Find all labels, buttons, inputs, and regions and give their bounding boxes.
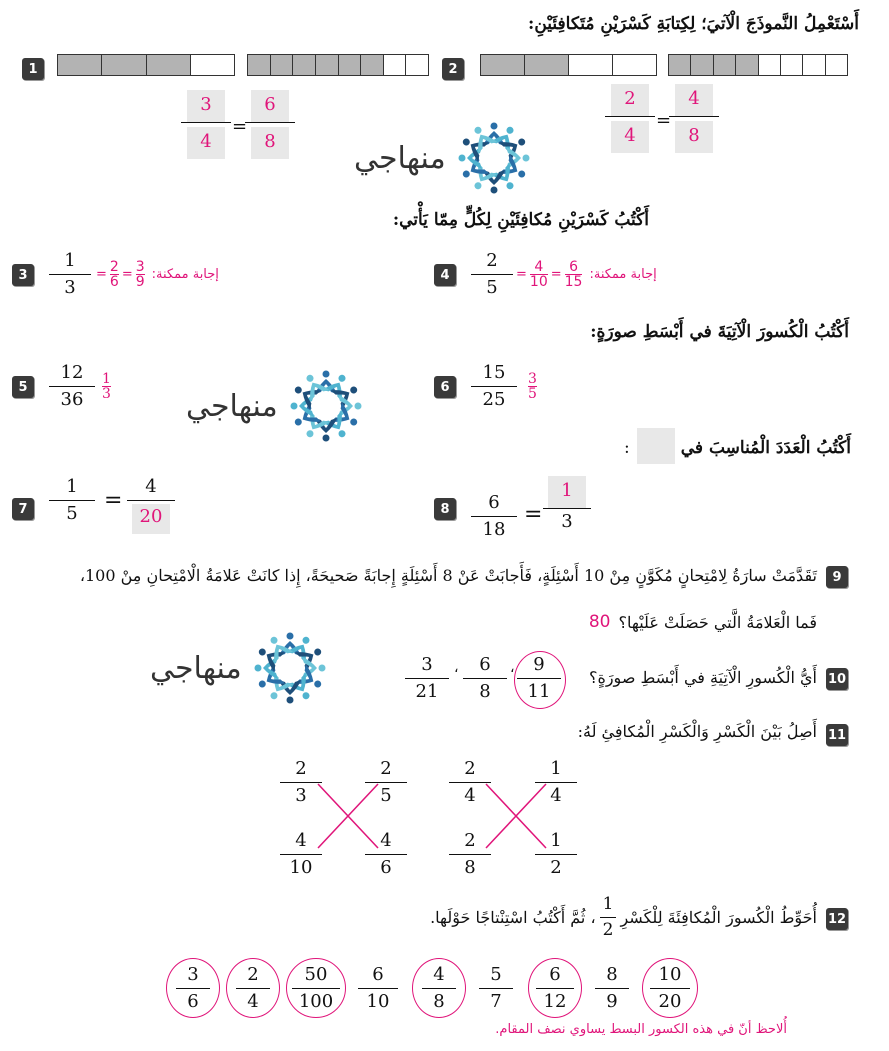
q11-frac-num: 2 xyxy=(295,758,307,779)
heading-colon: : xyxy=(624,438,630,458)
q11-frac-den: 10 xyxy=(280,854,322,877)
q3-numerator: 1 xyxy=(64,250,76,271)
q11-right-bottom-right xyxy=(538,832,574,877)
question-number-4: 4 xyxy=(434,264,456,286)
q12-text-a: أُحَوِّطُ الْكُسورَ الْمُكافِئَةَ لِلْكَسْرِ xyxy=(620,908,817,927)
q4-ans2-den: 15 xyxy=(564,274,583,290)
q9-text-line1: تَقَدَّمَتْ سارَةُ لِامْتِحانٍ مُكَوَّنٍ مِنْ 10 أَسْئِلَةٍ، فَأَجابَتْ عَنْ 8 أَسْئِلَةٍ إِجابَةً صَحيحَةً، إِذا كانَتْ عَلامَةُ الْامْتِحانِ مِنْ 100، xyxy=(79,566,817,585)
q4-denominator: 5 xyxy=(471,274,513,297)
q12-option xyxy=(354,963,402,1012)
q4-ans2-num: 6 xyxy=(569,259,579,275)
q12-text-b: ، ثُمَّ أَكْتُبُ اسْتِنْتاجًا حَوْلَها. xyxy=(430,908,596,927)
q10-opt3-num: 3 xyxy=(421,654,433,675)
q11-frac-num: 1 xyxy=(550,758,562,779)
q7-b-numerator: 4 xyxy=(145,476,157,497)
q3-denominator: 3 xyxy=(49,274,91,297)
q11-right-bottom-left xyxy=(452,832,488,877)
q1-b-numerator: 6 xyxy=(251,90,289,122)
q10-opt1-den: 11 xyxy=(517,678,561,701)
question-number-10: 10 xyxy=(826,668,848,690)
q12-half xyxy=(600,896,617,939)
question-number-7: 7 xyxy=(12,498,34,520)
q12-half-num: 1 xyxy=(602,894,614,914)
q2-b-numerator: 4 xyxy=(675,84,713,116)
q4-numerator: 2 xyxy=(486,250,498,271)
question-number-9: 9 xyxy=(826,566,848,588)
q11-right-top-left xyxy=(452,760,488,805)
q3-ans2-den: 9 xyxy=(135,274,145,290)
q11-frac-den: 6 xyxy=(365,854,407,877)
question-number-8: 8 xyxy=(434,498,456,520)
q10-opt2-den: 8 xyxy=(463,678,507,701)
q11-frac-den: 4 xyxy=(535,782,577,805)
q12-option xyxy=(476,963,516,1012)
q5-numerator: 12 xyxy=(60,362,84,383)
q12-num: 2 xyxy=(247,963,259,985)
logo-text: منهاجي xyxy=(186,388,278,424)
q6-denominator: 25 xyxy=(471,386,517,409)
q12-option-circled xyxy=(528,958,582,1018)
q7-equals: = xyxy=(104,488,123,513)
q1-a-denominator: 4 xyxy=(187,127,225,159)
q12-num: 5 xyxy=(490,963,502,985)
q4-possible-answer-label: إجابة ممكنة: xyxy=(589,267,657,282)
q7-b-denominator: 20 xyxy=(132,504,170,534)
q12-option-circled xyxy=(226,958,280,1018)
q3-eq1: = xyxy=(96,267,107,282)
q12-option-circled xyxy=(166,958,220,1018)
q8-a-denominator: 18 xyxy=(471,516,517,539)
q9-text-line2: فَما الْعَلامَةُ الَّتي حَصَلَتْ عَلَيْها؟ xyxy=(618,612,817,632)
q12-den: 100 xyxy=(292,988,340,1011)
q6-ans-den: 5 xyxy=(528,386,537,402)
q9-answer: 80 xyxy=(588,612,611,632)
q12-den: 4 xyxy=(236,988,270,1011)
q12-half-den: 2 xyxy=(600,917,617,939)
q12-num: 50 xyxy=(304,963,328,985)
q4-eq1: = xyxy=(516,267,527,282)
q10-opt2-num: 6 xyxy=(479,654,491,675)
q3-possible-answer-label: إجابة ممكنة: xyxy=(151,267,219,282)
q1-a-numerator: 3 xyxy=(187,90,225,122)
q11-left-top-left xyxy=(283,760,319,805)
question-number-3: 3 xyxy=(12,264,34,286)
question-number-6: 6 xyxy=(434,376,456,398)
logo-text: منهاجي xyxy=(354,140,446,176)
q6-numerator: 15 xyxy=(482,362,506,383)
q12-fraction-row xyxy=(166,958,698,1018)
q8-b-numerator: 1 xyxy=(548,476,586,508)
question-number-5: 5 xyxy=(12,376,34,398)
q2-a-numerator: 2 xyxy=(611,84,649,116)
question-number-12: 12 xyxy=(826,908,848,930)
q12-den: 7 xyxy=(479,988,513,1011)
q12-option-circled xyxy=(642,958,698,1018)
q11-frac-den: 3 xyxy=(280,782,322,805)
q11-frac-den: 8 xyxy=(449,854,491,877)
q12-num: 6 xyxy=(549,963,561,985)
q12-note: أُلاحظ أنّ في هذه الكسور البسط يساوي نصف المقام. xyxy=(495,1022,787,1037)
q2-equals: = xyxy=(656,110,672,131)
section-heading-missing: أَكْتُبُ الْعَدَدَ الْمُناسِبَ في xyxy=(680,438,851,458)
q11-frac-num: 4 xyxy=(380,830,392,851)
q12-option-circled xyxy=(286,958,346,1018)
q11-frac-num: 2 xyxy=(464,830,476,851)
q10-separator: ، xyxy=(510,660,515,676)
q5-denominator: 36 xyxy=(49,386,95,409)
q11-frac-den: 2 xyxy=(535,854,577,877)
q3-ans1-num: 2 xyxy=(109,259,119,275)
q1-b-denominator: 8 xyxy=(251,127,289,159)
section-heading-equivalent: أَكْتُبُ كَسْرَيْنِ مُكافِئَيْنِ لِكُلٍّ مِمّا يَأْتي: xyxy=(392,210,649,230)
q11-left-bottom-left xyxy=(283,832,319,877)
q11-frac-den: 5 xyxy=(365,782,407,805)
q12-num: 10 xyxy=(658,963,682,985)
q12-num: 8 xyxy=(606,963,618,985)
q10-separator: ، xyxy=(454,660,459,676)
q4-ans1-num: 4 xyxy=(534,259,544,275)
q6-ans-num: 3 xyxy=(528,371,537,387)
q4-ans1-den: 10 xyxy=(529,274,548,290)
q3-eq2: = xyxy=(121,267,133,282)
q10-opt1-num: 9 xyxy=(533,654,545,675)
q10-text: أَيُّ الْكُسورِ الْآتِيَةِ في أَبْسَطِ صورَةٍ؟ xyxy=(588,668,817,687)
q12-num: 6 xyxy=(372,963,384,985)
q12-option-circled xyxy=(412,958,466,1018)
q7-a-numerator: 1 xyxy=(66,476,78,497)
q12-den: 9 xyxy=(595,988,629,1011)
q4-eq2: = xyxy=(550,267,562,282)
q12-den: 8 xyxy=(422,988,456,1011)
logo-text: منهاجي xyxy=(150,650,242,686)
q2-a-denominator: 4 xyxy=(611,121,649,153)
q11-frac-den: 4 xyxy=(449,782,491,805)
q2-b-denominator: 8 xyxy=(675,121,713,153)
section-heading-simplest: أَكْتُبُ الْكُسورَ الْآتِيَةَ في أَبْسَطِ صورَةٍ: xyxy=(590,322,849,342)
q1-equals: = xyxy=(232,116,248,137)
q12-text xyxy=(430,896,817,939)
q11-frac-num: 1 xyxy=(550,830,562,851)
q10-opt3-den: 21 xyxy=(405,678,449,701)
q12-den: 10 xyxy=(358,988,398,1011)
q8-a-numerator: 6 xyxy=(488,492,500,513)
q8-equals: = xyxy=(524,502,543,527)
q12-den: 20 xyxy=(650,988,690,1011)
q12-option xyxy=(592,963,632,1012)
q12-den: 12 xyxy=(536,988,574,1011)
q3-ans1-den: 6 xyxy=(109,274,119,290)
q8-b-denominator: 3 xyxy=(543,508,591,531)
q5-ans-den: 3 xyxy=(102,386,111,402)
q7-a-denominator: 5 xyxy=(49,500,95,523)
q11-frac-num: 4 xyxy=(295,830,307,851)
q12-den: 6 xyxy=(176,988,210,1011)
q11-frac-num: 2 xyxy=(380,758,392,779)
q11-text: أَصِلُ بَيْنَ الْكَسْرِ وَالْكَسْرِ الْمُكافِئِ لَهُ: xyxy=(577,722,817,741)
section-heading-model: أَسْتَعْمِلُ النَّموذَجَ الْآتيَ؛ لِكِتابَةِ كَسْرَيْنِ مُتَكافِئَيْنِ: xyxy=(528,14,859,34)
q3-ans2-num: 3 xyxy=(135,259,145,275)
q11-right-top-right xyxy=(538,760,574,805)
q12-num: 3 xyxy=(187,963,199,985)
question-number-2: 2 xyxy=(442,58,464,80)
question-number-1: 1 xyxy=(22,58,44,80)
q11-left-top-right xyxy=(368,760,404,805)
q11-frac-num: 2 xyxy=(464,758,476,779)
q11-left-bottom-right xyxy=(368,832,404,877)
q12-num: 4 xyxy=(433,963,445,985)
q5-ans-num: 1 xyxy=(102,371,111,387)
question-number-11: 11 xyxy=(826,724,848,746)
